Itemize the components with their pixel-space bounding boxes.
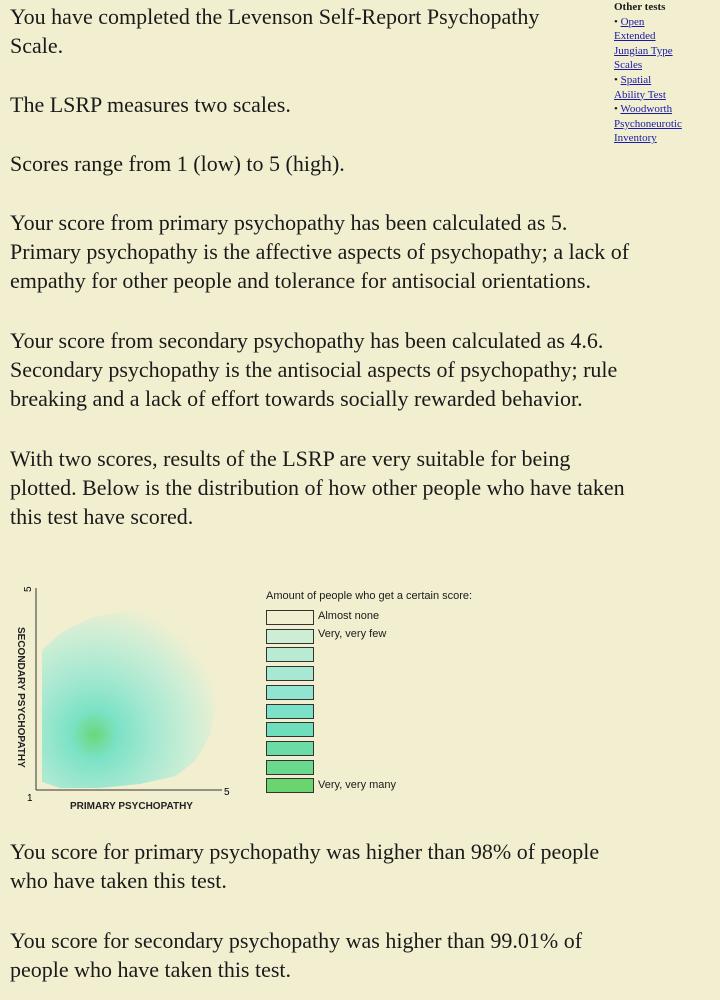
secondary-percentile-line-1: You score for secondary psychopathy was higher than 99.01% of	[10, 928, 583, 953]
secondary-percentile-line-2: people who have taken this test.	[10, 957, 292, 982]
other-test-item: • Woodworth Psychoneurotic Inventory	[614, 103, 682, 145]
intro-line-1: You have completed the Levenson Self-Report Psychopathy	[10, 4, 540, 29]
heatmap-plot	[0, 570, 260, 830]
link-text: Jungian Type	[614, 44, 673, 57]
other-test-item: • Spatial Ability Test	[614, 73, 666, 101]
legend-swatch	[266, 647, 314, 662]
distribution-chart	[0, 570, 720, 830]
link-text: Open	[620, 15, 645, 28]
legend-label-high: Very, very many	[318, 779, 397, 791]
primary-score-line-1: Your score from primary psychopathy has been calculated as 5.	[10, 210, 568, 235]
primary-percentile-line-2: who have taken this test.	[10, 868, 227, 893]
link-spatial-ability[interactable]	[614, 74, 666, 101]
legend-swatch	[266, 629, 314, 644]
legend-swatch	[266, 704, 314, 719]
other-test-item: • Open Extended Jungian Type Scales	[614, 15, 673, 72]
other-tests-list	[614, 15, 720, 146]
link-text: Extended	[614, 30, 656, 43]
primary-score-line-2: Primary psychopathy is the affective aspects of psychopathy; a lack of	[10, 239, 630, 264]
x-tick-1: 1	[27, 793, 33, 804]
primary-score-line-3: empathy for other people and tolerance for antisocial orientations.	[10, 268, 591, 293]
heatmap-density	[42, 610, 216, 788]
legend-swatch	[266, 610, 314, 625]
primary-percentile-line-1: You score for primary psychopathy was higher than 98% of people	[10, 839, 600, 864]
range-text: Scores range from 1 (low) to 5 (high).	[10, 151, 345, 176]
plot-intro-line-1: With two scores, results of the LSRP are very suitable for being	[10, 446, 571, 471]
x-tick-5: 5	[224, 787, 230, 798]
intro-line-2: Scale.	[10, 33, 64, 58]
legend-label-low: Almost none	[318, 610, 380, 622]
link-text: Psychoneurotic	[614, 117, 682, 130]
legend-title: Amount of people who get a certain score:	[266, 590, 473, 602]
secondary-score-line-2: Secondary psychopathy is the antisocial aspects of psychopathy; rule	[10, 357, 618, 382]
y-axis-label: SECONDARY PSYCHOPATHY	[15, 627, 26, 768]
y-tick-5: 5	[23, 586, 34, 592]
legend-swatch	[266, 685, 314, 700]
legend-swatch	[266, 722, 314, 737]
link-text: Spatial	[620, 73, 652, 86]
legend-swatch	[266, 741, 314, 756]
legend-swatch	[266, 666, 314, 681]
legend-swatch	[266, 778, 314, 793]
plot-intro-line-3: this test have scored.	[10, 504, 194, 529]
link-text: Scales	[614, 59, 643, 72]
scales-text: The LSRP measures two scales.	[10, 92, 291, 117]
other-tests-heading: Other tests	[614, 1, 666, 13]
link-open-extended-jungian[interactable]	[614, 16, 673, 72]
legend-label-low2: Very, very few	[318, 628, 387, 640]
link-text: Woodworth	[620, 103, 673, 116]
secondary-score-line-1: Your score from secondary psychopathy has been calculated as 4.6.	[10, 328, 604, 353]
link-text: Ability Test	[614, 88, 666, 101]
x-axis-label: PRIMARY PSYCHOPATHY	[70, 801, 193, 812]
legend-swatch	[266, 760, 314, 775]
plot-intro-line-2: plotted. Below is the distribution of how other people who have taken	[10, 475, 625, 500]
link-woodworth[interactable]	[614, 103, 682, 144]
link-text: Inventory	[614, 132, 657, 145]
secondary-score-line-3: breaking and a lack of effort towards socially rewarded behavior.	[10, 386, 583, 411]
other-tests-sidebar	[614, 0, 720, 146]
